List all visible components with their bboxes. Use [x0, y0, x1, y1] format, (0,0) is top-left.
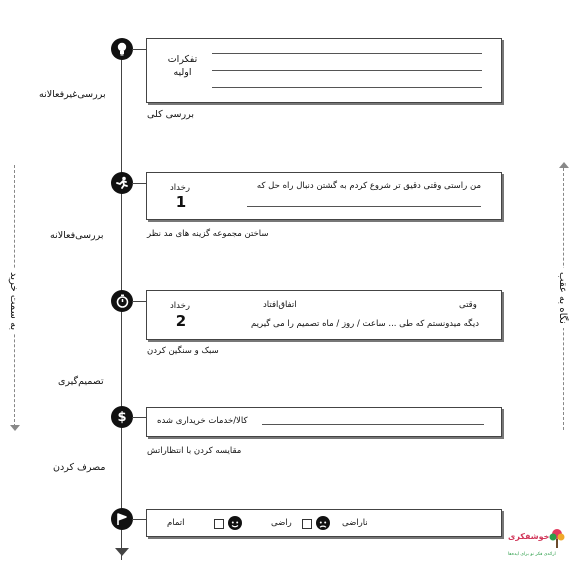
- purchased-box: [146, 407, 502, 437]
- initial-thoughts-box: [146, 38, 502, 103]
- stage-label-active-review: بررسی‌فعالانه: [50, 230, 104, 241]
- connector-2: [132, 183, 146, 184]
- runner-icon: [111, 172, 133, 194]
- event-1-text: من راستی وقتی دقیق تر شروع کردم به گشتن دنبال راه حل که: [256, 181, 481, 191]
- caption-compare: مقایسه کردن با انتظاراتش: [147, 446, 242, 456]
- logo-tagline: ارائه‌ی فکر نو برای ایده‌ها: [508, 552, 556, 557]
- dollar-icon: $: [111, 406, 133, 428]
- flag-icon: [111, 508, 133, 530]
- caption-build-options: ساختن مجموعه گزینه های مد نظر: [147, 229, 269, 239]
- event-1-box: [146, 172, 502, 220]
- event-1-label: رخداد: [170, 183, 190, 193]
- connector-1: [132, 49, 146, 50]
- stage-label-consumption: مصرف کردن: [53, 462, 106, 473]
- brand-logo: [508, 528, 570, 566]
- left-guide-label: به سمت خرید: [8, 268, 19, 334]
- purchased-label: کالا/خدمات خریداری شده: [153, 416, 252, 426]
- connector-4: [132, 417, 146, 418]
- event-2-box: [146, 290, 502, 340]
- happy-face-icon: [228, 516, 242, 530]
- stopwatch-icon: [111, 290, 133, 312]
- event-2-number: 2: [175, 312, 187, 330]
- event-1-number: 1: [175, 193, 187, 211]
- dissatisfied-label: ناراضی: [342, 518, 368, 528]
- lightbulb-icon: [111, 38, 133, 60]
- right-guide-arrow: [559, 162, 569, 168]
- right-guide-label: نگاه به عقب: [557, 268, 568, 328]
- satisfied-checkbox[interactable]: [214, 519, 224, 529]
- outcome-box: [146, 509, 502, 537]
- note-line-3: [212, 87, 482, 88]
- stage-label-decision: تصمیم‌گیری: [58, 376, 104, 387]
- caption-overview: بررسی کلی: [147, 109, 194, 120]
- logo-name: خوشفکری: [508, 532, 550, 541]
- satisfied-label: راضی: [271, 518, 292, 528]
- note-line-1: [212, 53, 482, 54]
- event-2-text: دیگه میدونستم که طی ... ساعت / روز / ماه تصمیم را می گیریم: [250, 319, 479, 329]
- timeline-arrow: [115, 548, 129, 556]
- connector-5: [132, 519, 146, 520]
- initial-thoughts-title: تفکرات اولیه: [167, 54, 198, 78]
- event-2-happened-label: اتفاق‌افتاد: [263, 300, 297, 310]
- tree-logo-icon: [548, 528, 566, 550]
- sad-face-icon: [316, 516, 330, 530]
- dissatisfied-checkbox[interactable]: [302, 519, 312, 529]
- connector-3: [132, 301, 146, 302]
- stage-label-passive-review: بررسی‌غیرفعالانه: [39, 89, 106, 100]
- left-guide-arrow: [10, 425, 20, 431]
- note-line-2: [212, 70, 482, 71]
- caption-weigh: سبک و سنگین کردن: [147, 346, 219, 356]
- event-2-label: رخداد: [170, 301, 190, 311]
- event-1-answer-line: [247, 206, 481, 207]
- done-label: اتمام: [167, 518, 185, 528]
- purchased-answer-line: [262, 424, 484, 425]
- event-2-when-label: وقتی: [459, 300, 477, 310]
